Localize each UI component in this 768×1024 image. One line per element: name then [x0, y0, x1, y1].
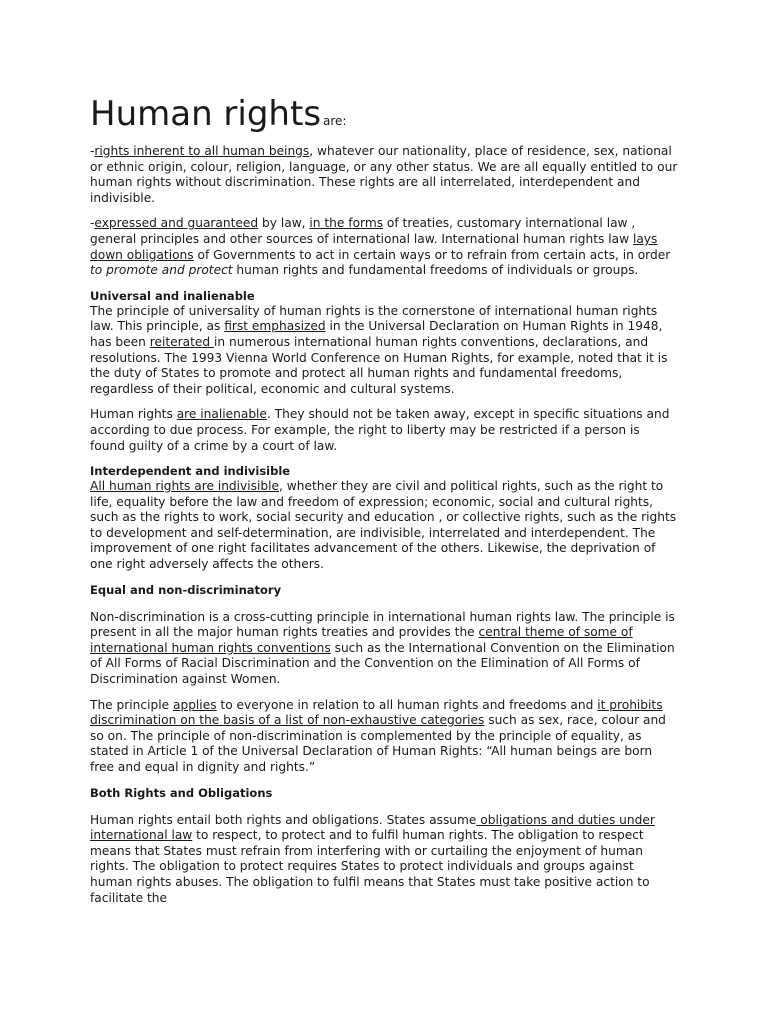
paragraph-universal: [90, 304, 678, 398]
title-suffix: are:: [323, 114, 347, 128]
link-rights-inherent[interactable]: rights inherent to all human beings: [94, 144, 310, 158]
text: Non-discrimination is a cross-cutting principle in international human rights law. The principle is present in all the major human rights treaties and provides the: [90, 609, 675, 640]
text: such as the International Convention on the Elimination of All Forms of Racial Discrimination and the Convention on the Elimination of All Forms of Discrimination against Women.: [90, 640, 675, 687]
text: Human rights entail both rights and obligations. States assume: [90, 812, 477, 827]
link-applies[interactable]: applies: [172, 697, 217, 712]
link-central-theme[interactable]: central theme of some of international human rights conventions: [90, 625, 633, 655]
spacer: [90, 801, 678, 813]
text: , whether they are civil and political rights, such as the right to life, equality before the law and freedom of expression; economic, social and cultural rights, such as the rights to work, social security and education , or collective rights, such as the rights to development and self-determination, are indivisible, interrelated and interdependent. The improvement of one right facilitates advancement of the others. Likewise, the deprivation of one right adversely affects the others.: [90, 479, 677, 572]
paragraph-inalienable: [90, 407, 678, 454]
text: Human rights: [90, 407, 177, 422]
link-all-human-rights-indivisible[interactable]: All human rights are indivisible: [90, 479, 280, 494]
text: by law,: [258, 216, 310, 231]
spacer: [90, 598, 678, 610]
title-line: [90, 94, 678, 134]
text: to everyone in relation to all human rights and freedoms and: [216, 697, 598, 712]
paragraph-expressed: [90, 216, 678, 278]
link-lays-down-obligations[interactable]: lays down obligations: [90, 231, 658, 262]
text: such as sex, race, colour and so on. The principle of non-discrimination is complemented by the principle of equality, as stated in Article 1 of the Universal Declaration of Human Rights: “All human beings are born free and equal in dignity and rights.”: [90, 713, 666, 774]
text: to respect, to protect and to fulfil human rights. The obligation to respect means that States must refrain from interfering with or curtailing the enjoyment of human rights. The obligation to protect requires States to protect individuals and groups against human rights abuses. The obligation to fulfil means that States must take positive action to facilitate the: [90, 828, 650, 905]
text: -: [90, 216, 95, 231]
text: . They should not be taken away, except in specific situations and according to due process. For example, the right to liberty may be restricted if a person is found guilty of a crime by a court of law.: [90, 407, 670, 453]
text: in the Universal Declaration on Human Rights in 1948, has been: [90, 319, 663, 349]
paragraph-interdependent: [90, 479, 678, 573]
italic-text: to promote and protect: [90, 263, 233, 278]
page-title: Human rights: [90, 94, 322, 134]
paragraph-non-discrimination: [90, 610, 678, 688]
heading-universal: Universal and inalienable: [90, 288, 255, 303]
text: human rights and fundamental freedoms of individuals or groups.: [232, 263, 639, 278]
text: , whatever our nationality, place of residence, sex, national or ethnic origin, colour, religion, language, or any other status. We are all equally entitled to our human rights without discrimination. These rights are all interrelated, interdependent and indivisible.: [90, 144, 678, 205]
text: The principle of universality of human rights is the cornerstone of international human rights law. This principle, as: [90, 303, 658, 334]
link-obligations-duties[interactable]: obligations and duties under international law: [90, 812, 655, 843]
text: -: [90, 144, 95, 158]
text: The principle: [90, 697, 173, 712]
link-expressed-guaranteed[interactable]: expressed and guaranteed: [94, 216, 259, 231]
link-it-prohibits[interactable]: it prohibits discrimination on the basis of a list of non-exhaustive categories: [90, 697, 663, 728]
link-first-emphasized[interactable]: first emphasized: [224, 319, 326, 334]
paragraph-definition: [90, 144, 678, 206]
paragraph-principle-applies: [90, 698, 678, 776]
text: of treaties, customary international law , general principles and other sources of international law. International human rights law: [90, 216, 636, 246]
link-are-inalienable[interactable]: are inalienable: [176, 407, 267, 422]
link-reiterated[interactable]: reiterated: [149, 334, 215, 349]
heading-interdependent: Interdependent and indivisible: [90, 464, 291, 479]
heading-rights-obligations: Both Rights and Obligations: [90, 785, 273, 800]
text: of Governments to act in certain ways or to refrain from certain acts, in order: [193, 247, 671, 262]
text: in numerous international human rights conventions, declarations, and resolutions. The 1993 Vienna World Conference on Human Rights, for example, noted that it is the duty of States to promote and protect all human rights and fundamental freedoms, regardless of their political, economic and cultural systems.: [90, 334, 668, 396]
paragraph-obligations: [90, 813, 678, 907]
heading-equal: Equal and non-discriminatory: [90, 582, 282, 597]
link-in-the-forms[interactable]: in the forms: [309, 216, 384, 231]
